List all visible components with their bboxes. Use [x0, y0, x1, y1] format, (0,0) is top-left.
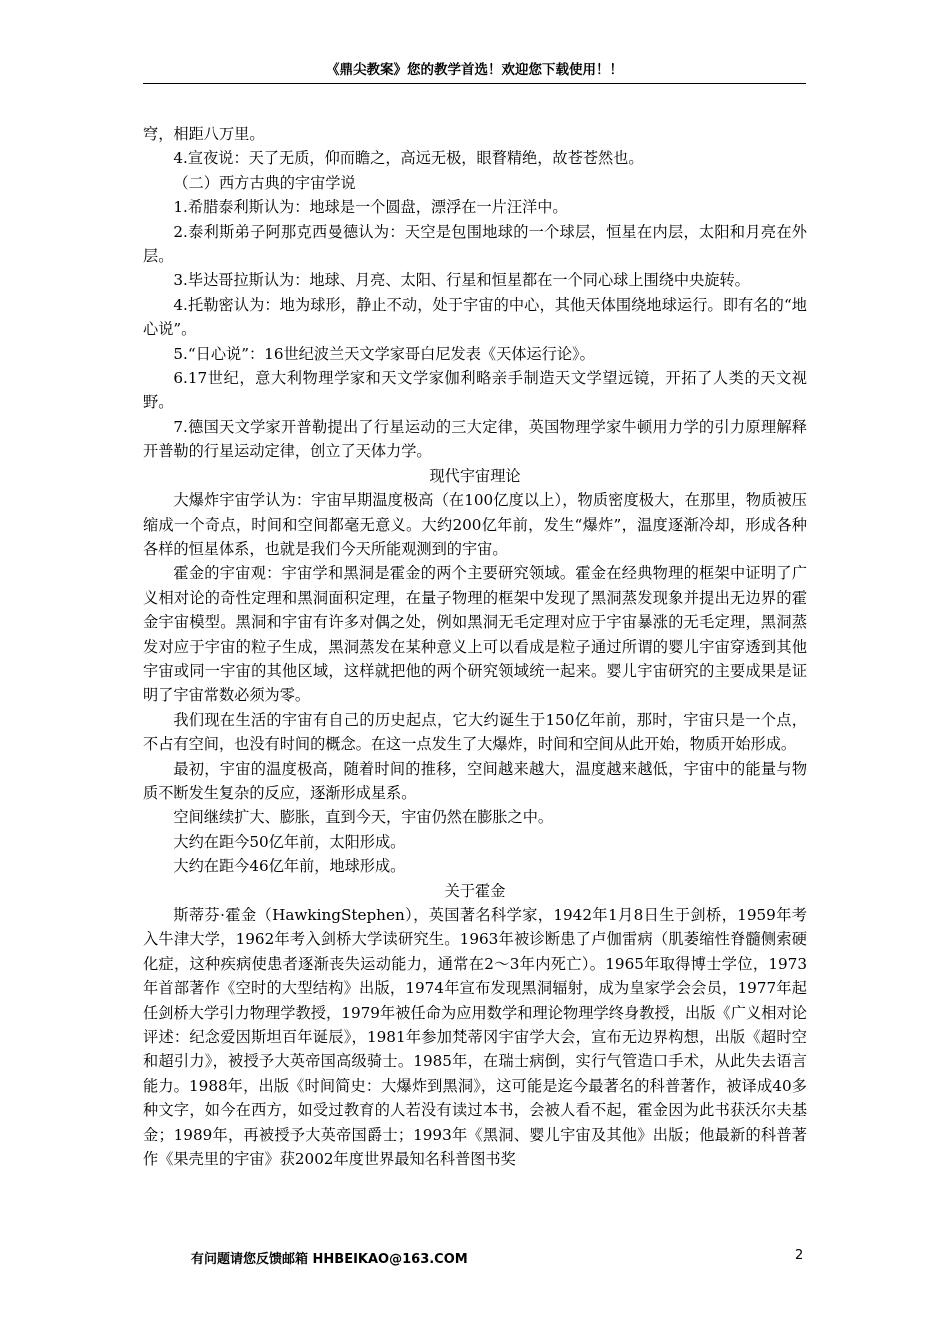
page-header: 《鼎尖教案》您的教学首选！欢迎您下载使用！！: [326, 62, 623, 78]
paragraph: 大约在距今46亿年前，地球形成。: [173, 857, 406, 876]
section-heading: 关于霍金: [444, 881, 506, 900]
paragraph: 大约在距今50亿年前，太阳形成。: [173, 832, 406, 851]
paragraph: 4.宣夜说：天了无质，仰而瞻之，高远无极，眼瞀精绝，故苍苍然也。: [173, 149, 644, 168]
paragraph: 6.17世纪，意大利物理学家和天文学家伽利略亲手制造天文学望远镜，开拓了人类的天文视野。: [143, 369, 807, 412]
page-number: 2: [795, 1248, 804, 1263]
paragraph: 7.德国天文学家开普勒提出了行星运动的三大定律，英国物理学家牛顿用力学的引力原理解释开普勒的行星运动定律，创立了天体力学。: [143, 417, 807, 461]
section-subheading: （二）西方古典的宇宙学说: [173, 173, 356, 192]
section-heading: 现代宇宙理论: [429, 466, 521, 485]
paragraph: 我们现在生活的宇宙有自己的历史起点，它大约诞生于150亿年前，那时，宇宙只是一个点，不占有空间，也没有时间的概念。在这一点发生了大爆炸，时间和空间从此开始，物质开始形成。: [143, 710, 807, 754]
footer-contact: 有问题请您反馈邮箱 HHBEIKAO@163.COM: [191, 1252, 468, 1267]
paragraph: 3.毕达哥拉斯认为：地球、月亮、太阳、行星和恒星都在一个同心球上围绕中央旋转。: [173, 271, 750, 290]
header-divider: [143, 83, 806, 84]
paragraph: 穹，相距八万里。: [143, 125, 265, 143]
document-body: [143, 122, 807, 1171]
paragraph: 1.希腊泰利斯认为：地球是一个圆盘，漂浮在一片汪洋中。: [173, 198, 568, 217]
paragraph: 5.“日心说”：16世纪波兰天文学家哥白尼发表《天体运行论》。: [173, 344, 595, 363]
paragraph: 空间继续扩大、膨胀，直到今天，宇宙仍然在膨胀之中。: [173, 808, 554, 827]
paragraph: 斯蒂芬·霍金（HawkingStephen），英国著名科学家，1942年1月8日生于剑桥，1959年考入牛津大学，1962年考入剑桥大学读研究生。1963年被诊断患了卢伽雷病（肌萎缩性脊髓侧索硬化症，这种疾病使患者逐渐丧失运动能力，通常在2～3年内死亡）。1965年取得博士学位，1973年首部著作《空时的大型结构》出版，1974年宣布发现黑洞辐射，成为皇家学会会员，1977年起任剑桥大学引力物理学教授，1979年被任命为应用数学和理论物理学终身教授，出版《广义相对论评述：纪念爱因斯坦百年诞辰》，1981年参加梵蒂冈宇宙学大会，宣布无边界构想，出版《超时空和超引力》，被授予大英帝国高级骑士。1985年，在瑞士病倒，实行气管造口手术，从此失去语言能力。1988年，出版《时间简史：大爆炸到黑洞》，这可能是迄今最著名的科普著作，被译成40多种文字，如今在西方，如受过教育的人若没有读过本书，会被人看不起，霍金因为此书获沃尔夫基金；1989年，再被授予大英帝国爵士；1993年《黑洞、婴儿宇宙及其他》出版；他最新的科普著作《果壳里的宇宙》获2002年度世界最知名科普图书奖: [143, 906, 807, 1169]
paragraph: 2.泰利斯弟子阿那克西曼德认为：天空是包围地球的一个球层，恒星在内层，太阳和月亮在外层。: [143, 222, 807, 266]
paragraph: 大爆炸宇宙学认为：宇宙早期温度极高（在100亿度以上），物质密度极大，在那里，物质被压缩成一个奇点，时间和空间都毫无意义。大约200亿年前，发生“爆炸”，温度逐渐冷却，形成各种各样的恒星体系，也就是我们今天所能观测到的宇宙。: [143, 491, 807, 558]
paragraph: 霍金的宇宙观：宇宙学和黑洞是霍金的两个主要研究领域。霍金在经典物理的框架中证明了广义相对论的奇性定理和黑洞面积定理，在量子物理的框架中发现了黑洞蒸发现象并提出无边界的霍金宇宙模型。黑洞和宇宙有许多对偶之处，例如黑洞无毛定理对应于宇宙暴涨的无毛定理，黑洞蒸发对应于宇宙的粒子生成，黑洞蒸发在某种意义上可以看成是粒子通过所谓的婴儿宇宙穿透到其他宇宙或同一宇宙的其他区域，这样就把他的两个研究领域统一起来。婴儿宇宙研究的主要成果是证明了宇宙常数必须为零。: [143, 564, 807, 705]
paragraph: 最初，宇宙的温度极高，随着时间的推移，空间越来越大，温度越来越低，宇宙中的能量与物质不断发生复杂的反应，逐渐形成星系。: [143, 759, 807, 802]
paragraph: 4.托勒密认为：地为球形，静止不动，处于宇宙的中心，其他天体围绕地球运行。即有名的“地心说”。: [143, 295, 807, 339]
